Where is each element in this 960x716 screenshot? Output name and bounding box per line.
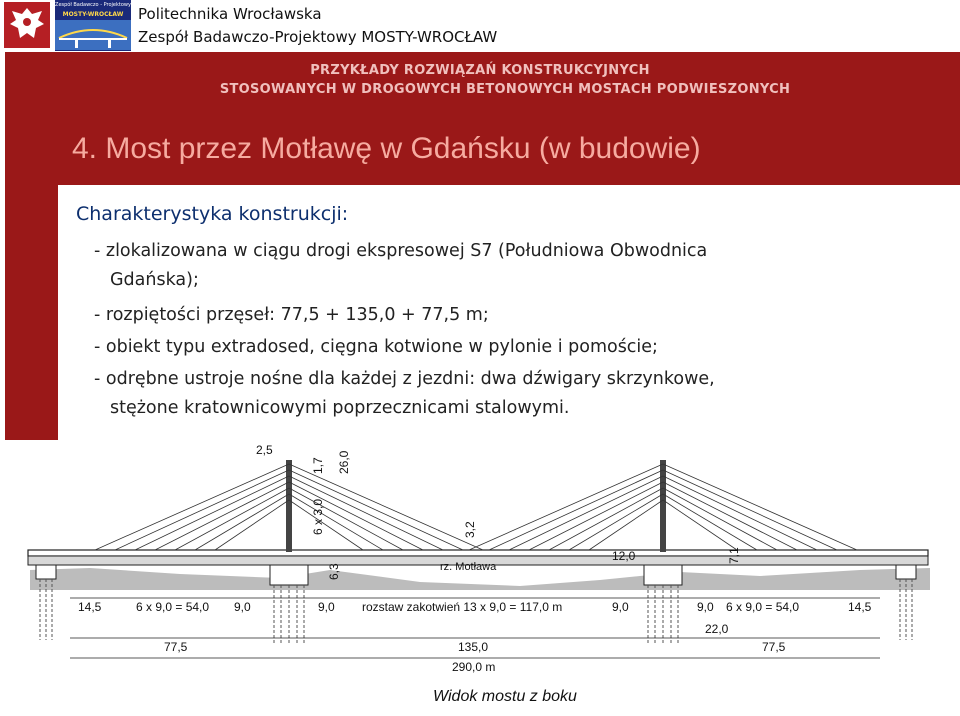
series-title-line2: STOSOWANYCH W DROGOWYCH BETONOWYCH MOSTACH PODWIESZONYCH <box>219 82 791 97</box>
slide-title: 4. Most przez Motławę w Gdańsku (w budowie) <box>72 132 701 165</box>
water-label: rz. Motława <box>440 561 497 573</box>
row1-dim-2: 6 x 9,0 = 54,0 <box>136 600 210 614</box>
bullet-spans: - rozpiętości przęseł: 77,5 + 135,0 + 77,5 m; <box>94 305 489 325</box>
dim-7-1: 7,1 <box>727 547 741 564</box>
row1-dim-5: rozstaw zakotwień 13 x 9,0 = 117,0 m <box>362 600 563 614</box>
pwr-logo <box>4 2 50 48</box>
team-name: Zespół Badawczo-Projektowy MOSTY-WROCŁAW <box>138 28 498 46</box>
logo-word: MOSTY-WROCŁAW <box>62 11 124 18</box>
dim-12-0: 12,0 <box>612 549 636 563</box>
left-accent-bar <box>5 52 58 440</box>
bullet-location: - zlokalizowana w ciągu drogi ekspresowej S7 (Południowa Obwodnica <box>94 241 708 261</box>
row1-dim-3: 9,0 <box>234 600 251 614</box>
span-right: 77,5 <box>762 640 786 654</box>
mosty-wroclaw-logo <box>55 0 131 51</box>
dim-6-3: 6,3 <box>327 563 341 580</box>
series-title-line1: PRZYKŁADY ROZWIĄZAŃ KONSTRUKCYJNYCH <box>310 63 650 78</box>
row1-dim-1: 14,5 <box>78 600 102 614</box>
logo-line1: Zespół Badawczo - Projektowy <box>55 2 131 8</box>
section-heading: Charakterystyka konstrukcji: <box>76 203 349 225</box>
bridge-side-view-drawing <box>0 440 960 716</box>
bullet-location-cont: Gdańska); <box>110 270 199 290</box>
dim-1-7: 1,7 <box>311 457 325 474</box>
dim-2-5: 2,5 <box>256 443 273 457</box>
dim-6x3-0: 6 x 3,0 <box>311 498 325 535</box>
figure-caption: Widok mostu z boku <box>433 688 577 705</box>
deck-top <box>28 550 928 556</box>
institution-name: Politechnika Wrocławska <box>138 5 322 23</box>
bullet-type: - obiekt typu extradosed, cięgna kotwione w pylonie i pomoście; <box>94 337 658 357</box>
bullet-structure: - odrębne ustroje nośne dla każdej z jezdni: dwa dźwigary skrzynkowe, <box>94 369 715 389</box>
dim-26-0: 26,0 <box>337 450 351 474</box>
bridge-logo-icon <box>55 20 131 50</box>
bullet-structure-cont: stężone kratownicowymi poprzecznicami stalowymi. <box>110 398 570 418</box>
total-length: 290,0 m <box>452 660 496 674</box>
header <box>0 0 960 52</box>
row1-dim-9: 14,5 <box>848 600 872 614</box>
span-main: 135,0 <box>458 640 489 654</box>
row1-dim-4: 9,0 <box>318 600 335 614</box>
span-left: 77,5 <box>164 640 188 654</box>
row1-dim-6: 9,0 <box>612 600 629 614</box>
row1-dim-8: 6 x 9,0 = 54,0 <box>726 600 800 614</box>
dim-22-0: 22,0 <box>705 622 729 636</box>
row1-dim-7: 9,0 <box>697 600 714 614</box>
pylon-right <box>660 460 666 552</box>
dim-3-2: 3,2 <box>463 521 477 538</box>
eagle-icon <box>4 2 50 48</box>
pylon-left <box>286 460 292 552</box>
